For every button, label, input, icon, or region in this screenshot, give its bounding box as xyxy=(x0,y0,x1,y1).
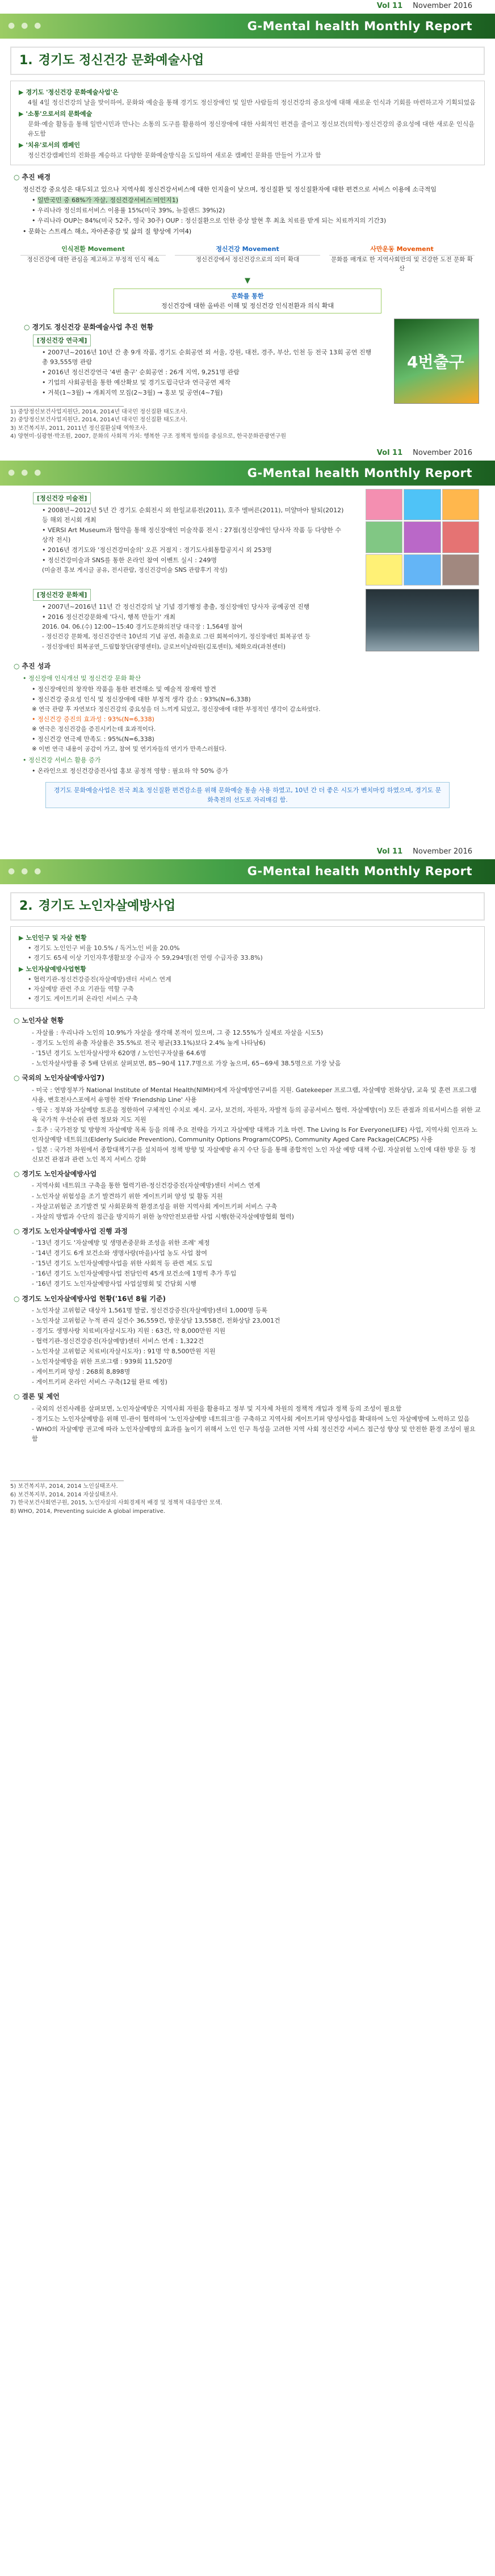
bullet: • 정신건강 중요성 인식 및 정신장애에 대한 부정적 생각 감소 : 93%(N=6,338) xyxy=(32,695,251,703)
bullet: • 정신장애인의 창작한 작품을 통한 편견해소 및 예술적 잠재력 발견 xyxy=(32,685,216,693)
summary-text: • 경기도 65세 이상 기인자후생활보장 수급자 수 59,294명(전 연령 수급자중 33.8%) xyxy=(28,954,263,961)
artwork-tile xyxy=(366,489,402,520)
conclusion-box: 경기도 문화예술사업은 전국 최초 정신질환 편견감소를 위해 문화예술 통솔 사용 하였고, 10년 간 더 좋은 시도가 벤치마킹 하였으며, 경기도 문화축전의 선도로 자리매김 함. xyxy=(45,782,450,808)
tag-label: [정신건강 미술전] xyxy=(33,492,91,504)
summary-heading xyxy=(19,933,476,943)
triangle-icon: ▶ xyxy=(19,110,24,118)
movement-item xyxy=(20,244,166,273)
bullet-text: 노인자살 고위험군 치료비(자살시도자) : 91명 약 8,500만원 지원 xyxy=(36,1348,216,1356)
bullet-text: 기업의 사회공헌을 통한 예산확보 및 경기도립극단과 연극공연 제작 xyxy=(48,378,231,386)
festival-row xyxy=(10,586,485,654)
summary-item: 경기도 노인인구 비율 10.5% / 독거노인 비율 20.0% xyxy=(33,944,180,952)
artwork-tile xyxy=(404,554,441,586)
summary-label: '소통'으로서의 문화예술 xyxy=(26,110,93,118)
label-line xyxy=(24,492,346,504)
bullet: - 노인자살 고위험군 대상자 1,561명 발굴, 정신건강증진(자살예방)센터 1,000명 등록 xyxy=(32,1307,268,1315)
movement-item xyxy=(175,244,320,273)
footnote: 6) 보건복지부, 2014, 2014 자살실태조사. xyxy=(10,1491,118,1498)
bullet-text: WHO의 자살예방 권고에 따라 노인자살예방의 효과를 높이기 위해서 노인 인구 특성을 고려한 지역 사회 정신건강 서비스 접근성 향상 및 안전한 환경 조성이 필요함 xyxy=(32,1425,476,1443)
bullet: • 2007년~2016년 10년 간 총 9개 작품, 경기도 순회공연 외 서울, 강원, 대전, 경주, 부산, 인천 등 전국 13회 공연 진행 총 93,555명 관람 xyxy=(42,348,372,366)
bullet: • 정신건강 증진의 효과성 : 93%(N=6,338) xyxy=(32,715,154,723)
bullet: - 일본 : 국가전 차원에서 종합대책기구를 설치하여 정책 방향 및 자살예방 유지 수단 등을 통해 종합적인 노인 자살 예방 대책 수립. 자살위험 노인에 대한 방문 등 정신보건 관점과 관련 노인 복지 서비스 강화 xyxy=(32,1145,476,1163)
bullet-text: 게이트키퍼 온라인 서비스 구축(12월 완료 예정) xyxy=(36,1378,167,1386)
bullet: - WHO의 자살예방 권고에 따라 노인자살예방의 효과를 높이기 위해서 노인 인구 특성을 고려한 지역 사회 정신건강 서비스 접근성 향상 및 안전한 환경 조성이 필요함 xyxy=(32,1425,476,1443)
volume: Vol 11 xyxy=(376,847,403,856)
section-number: 2. xyxy=(19,898,33,913)
elderly-suicide-status xyxy=(10,1009,485,1446)
subheading xyxy=(24,322,375,333)
movement-diagram xyxy=(20,244,475,273)
movement-title: 인식전환 Movement xyxy=(20,244,166,256)
subheading-text: 결론 및 제언 xyxy=(22,1392,60,1401)
summary-item: 경기도 65세 이상 기인자후생활보장 수급자 수 59,294명(전 연령 수급자중 33.8%) xyxy=(33,954,263,961)
volume: Vol 11 xyxy=(376,448,403,457)
bullet-text: 거북(1~3월) → 개최지역 모집(2~3월) → 홍보 및 공연(4~7월) xyxy=(48,388,223,396)
bullet-note: (미술전 홍보 게시글 공유, 전시관람, 정신건강미술 SNS 관람후기 작성) xyxy=(42,567,228,574)
bullet-text: 지역사회 네트워크 구축을 통한 협력기관-정신건강증진(자살예방)센터 서비스 연계 xyxy=(36,1182,261,1190)
summary-item: 협력기관-정신건강증진(자살예방)센터 서비스 연계 xyxy=(33,976,171,983)
subheading-text: 경기도 노인자살예방사업 진행 과정 xyxy=(22,1227,128,1235)
label-line xyxy=(24,334,375,346)
subheading-text: 경기도 노인자살예방사업 xyxy=(22,1169,97,1178)
festival-section xyxy=(20,586,350,654)
bullet-text: VERSI Art Museum과 협약을 통해 정신장애인 미술작품 전시 : 27점(정신장애인 당사자 작품 등 다양한 수상작 전시) xyxy=(42,526,341,544)
summary-heading xyxy=(19,109,476,119)
movement-item xyxy=(329,244,475,273)
bullet: • 2016 정신건강문화제 '다시, 행복 만들기' 개최 xyxy=(42,613,176,621)
circle-icon: ○ xyxy=(14,1392,20,1401)
bullet: • 2016년 정신건강연극 '4번 출구' 순회공연 : 26개 지역, 9,251명 관람 xyxy=(42,368,240,376)
bullet-text: '13년 경기도 '자살예방 및 생명존중문화 조성을 위한 조례' 제정 xyxy=(36,1239,210,1247)
issue-line xyxy=(0,846,495,859)
bullet-text: '16년 경기도 노인자살예방사업 전담인력 45개 보건소에 1명씩 추가 투입 xyxy=(36,1270,237,1278)
summary-label: '치유'로서의 캠페인 xyxy=(26,141,81,149)
summary-heading xyxy=(19,964,476,974)
triangle-icon: ▶ xyxy=(19,89,24,97)
bullet: - 경기도 노인의 유출 자살률은 35.5%로 전국 평균(33.1%)보다 2.4% 높게 나타남6) xyxy=(32,1039,266,1047)
issue-line xyxy=(0,447,495,461)
summary-text: • 자살예방 관련 주요 기관들 역할 구축 xyxy=(28,985,134,993)
footnote: 1) 중앙정신보건사업지원단, 2014, 2014년 대국민 정신질환 태도조사. xyxy=(10,408,187,415)
bullet-text: '16년 경기도 노인자살예방사업 사업설명회 및 간담회 시행 xyxy=(36,1280,196,1288)
bullet: • 기업의 사회공헌을 통한 예산확보 및 경기도립극단과 연극공연 제작 xyxy=(42,378,231,386)
bullet-text: 게이트키퍼 양성 : 268회 8,898명 xyxy=(36,1368,131,1376)
festival-photo xyxy=(366,589,479,651)
art-gallery-image xyxy=(366,489,479,586)
bullet-text: 정신건강 문화제, 정신건강연극 10년의 기념 공연, 취출호로 그린 회복이야기, 정신장애인 회복공연 등 xyxy=(46,633,311,641)
section-title-text: 경기도 정신건강 문화예술사업 xyxy=(38,53,204,68)
summary-text: • 경기도 게이트키퍼 온라인 서비스 구축 xyxy=(28,995,139,1003)
bullet-text: 2008년~2012년 5년 간 경기도 순회전시 외 한일교류전(2011), 호주 멜버른(2011), 미얄마아 탈퇴(2012) 등 해외 전시회 개최 xyxy=(42,507,344,524)
bullet-text: 정신건강 연극제 만족도 : 95%(N=6,338) xyxy=(37,735,154,743)
movement-title: 사만운동 Movement xyxy=(329,244,475,256)
circle-icon: ○ xyxy=(24,323,30,331)
subheading-text: 추진 성과 xyxy=(22,662,51,670)
bullet: • 거북(1~3월) → 개최지역 모집(2~3월) → 홍보 및 공연(4~7월) xyxy=(42,388,223,396)
bullet-text: 온라인으로 정신건강증진사업 홍보 공정적 영향 : 필요하 약 50% 증가 xyxy=(37,767,228,775)
section-number: 1. xyxy=(19,53,33,68)
label-line xyxy=(24,589,346,601)
bullet-text: 정신건강 증진의 효과성 : 93%(N=6,338) xyxy=(37,715,154,723)
bullet: • 2008년~2012년 5년 간 경기도 순회전시 외 한일교류전(2011), 호주 멜버른(2011), 미얄마아 탈퇴(2012) 등 해외 전시회 개최 xyxy=(42,507,344,524)
issue-date: November 2016 xyxy=(413,448,472,457)
bullet-text: 정신건강미술과 SNS를 통한 온라인 참여 이벤트 실시 : 249명 xyxy=(48,557,217,564)
bullet: - 노인자살 고위험군 치료비(자살시도자) : 91명 약 8,500만원 지원 xyxy=(32,1348,216,1356)
circle-icon: ○ xyxy=(14,1227,20,1235)
banner-title: G-Mental health Monthly Report xyxy=(247,19,472,33)
subheading xyxy=(14,661,481,672)
bullet-text: 노인자살 고위험군 대상자 1,561명 발굴, 정신건강증진(자살예방)센터 1,000명 등록 xyxy=(36,1307,268,1315)
bullet: - 노인자살예방을 위한 프로그램 : 939회 11,520명 xyxy=(32,1358,173,1366)
bullet: - 게이트키퍼 양성 : 268회 8,898명 xyxy=(32,1368,131,1376)
subheading xyxy=(14,1015,481,1026)
bullet-text: 경기도 노인의 유출 자살률은 35.5%로 전국 평균(33.1%)보다 2.4% 높게 나타남6) xyxy=(36,1039,266,1047)
bullet-text: '15년 경기도 노인자살사망자 620명 / 노인인구자살률 64.6명 xyxy=(36,1049,207,1057)
footnote: 8) WHO, 2014, Preventing suicide A global imperative. xyxy=(10,1508,165,1515)
subheading-text: 노인자살 현황 xyxy=(22,1017,64,1025)
bullet: • 우리나라 OUP는 84%(미국 52주, 영국 30주) OUP : 정신질환으로 인한 증상 발현 후 최초 치료를 받게 되는 치료까지의 기간3) xyxy=(32,217,387,225)
bullet: - 노인자살사망률 중 5배 단위로 살펴보면, 85~90세 117.7명으로 가장 높으며, 65~69세 38.5명으로 가장 낮음 xyxy=(32,1059,341,1067)
bullet: • VERSI Art Museum과 협약을 통해 정신장애인 미술작품 전시 : 27점(정신장애인 당사자 작품 등 다양한 수상작 전시) xyxy=(42,526,341,544)
banner-dots-icon: ● ● ● xyxy=(8,21,43,31)
bullet-text: 협력기관-정신건강증진(자살예방)센터 서비스 연계 : 1,322건 xyxy=(36,1337,204,1345)
bullet: - 미국 : 연방정부가 National Institute of Mental Health(NIMH)에게 자살예방연구비를 지원. Gatekeeper 프로그램, 자살예방 전화상담, 교육 및 훈련 프로그램 사용, 변호전사스포에서 유명한 전략 'Friendship Line' 사용 xyxy=(32,1086,477,1103)
report-banner xyxy=(0,461,495,486)
bullet-text: 2016년 경기도와 '정신건강미술의' 오픈 거점지 : 경기도사회통합공지시 외 253명 xyxy=(48,546,272,554)
play-poster-image xyxy=(394,319,479,404)
report-banner xyxy=(0,14,495,39)
bullet-text: 2007년~2016년 10년 간 총 9개 작품, 경기도 순회공연 외 서울, 강원, 대전, 경주, 부산, 인천 등 전국 13회 공연 진행 총 93,555명 관람 xyxy=(42,348,372,366)
paragraph-text: 문화는 스트레스 해소, 자아존중감 및 삶의 질 향상에 기여4) xyxy=(28,228,192,236)
background-section xyxy=(10,165,485,240)
artwork-tile xyxy=(442,521,479,553)
bullet: - 협력기관-정신건강증진(자살예방)센터 서비스 연계 : 1,322건 xyxy=(32,1337,204,1345)
bullet: - 노인자살 위험성을 조기 발견하기 위한 게이트키퍼 양성 및 활동 지원 xyxy=(32,1192,223,1200)
section-1-title xyxy=(10,47,485,75)
bullet: - 정신건강 문화제, 정신건강연극 10년의 기념 공연, 취출호로 그린 회복이야기, 정신장애인 회복공연 등 xyxy=(42,633,311,641)
circle-icon: ○ xyxy=(14,1294,20,1303)
bullet: - '15년 경기도 노인자살사망자 620명 / 노인인구자살률 64.6명 xyxy=(32,1049,207,1057)
subheading xyxy=(14,1294,481,1304)
summary-label: 노인인구 및 자살 현황 xyxy=(26,934,87,942)
bullet-text: 호주 : 국가전장 및 방향적 자살예방 목록 등을 의해 주요 전략을 가지고 자살예방 대책과 기초 마련. The Living Is For Everyone(LIFE) 사업, 지역사회 인프라 노인자살예방 네트워크(Elderly Suicide Prevention), Community Options Program(COPS), Community Aged Care Package(CACPS) 사용 xyxy=(32,1126,478,1143)
tag-label: [정신건강 연극제] xyxy=(33,334,91,346)
movement-title: 정신건강 Movement xyxy=(175,244,320,256)
bullet-text: 2016 정신건강문화제 '다시, 행복 만들기' 개최 xyxy=(48,613,176,621)
bullet: - 자살의 방법과 수단의 접근을 방지하기 위한 농약안전보관함 사업 시행(한국자살예방협회 협력) xyxy=(32,1212,294,1220)
bullet: - '15년 경기도 노인자살예방사업을 위한 사회적 등 관련 제도 도입 xyxy=(32,1260,213,1268)
subheading xyxy=(14,172,481,183)
footnotes-1 xyxy=(10,406,485,441)
bullet-text: 우리나라 OUP는 84%(미국 52주, 영국 30주) OUP : 정신질환으로 인한 증상 발현 후 최초 치료를 받게 되는 치료까지의 기간3) xyxy=(37,217,387,225)
bullet: • 온라인으로 정신건강증진사업 홍보 공정적 영향 : 필요하 약 50% 증가 xyxy=(32,767,228,775)
footnote: 2) 중앙정신보건사업지원단, 2014, 2014년 대국민 정신질환 태도조사. xyxy=(10,417,187,424)
footnotes-2 xyxy=(10,1481,485,1516)
poster-title: 4번출구 xyxy=(407,352,464,371)
bullet: - 경기도 생명사랑 치료비(자살시도자) 지원 : 63건, 약 8,000만원 지원 xyxy=(32,1327,226,1335)
summary-text: • 경기도 노인인구 비율 10.5% / 독거노인 비율 20.0% xyxy=(28,944,180,952)
banner-title: G-Mental health Monthly Report xyxy=(247,466,472,480)
bullet: - 정신장애인 회복공연_드림합창단(광명센터), 글로브이날라원(김포센터), 체화오라(과천센터) xyxy=(42,643,286,650)
history-row xyxy=(10,315,485,404)
movement-desc: 문화를 매개로 한 지역사회만의 및 건강한 도전 문화 확산 xyxy=(331,256,473,272)
artwork-tile xyxy=(366,521,402,553)
bullet: • 정신건강 연극제 만족도 : 95%(N=6,338) xyxy=(32,735,154,743)
bullet: - 자살고위험군 조기발견 및 사회문화적 환경조성을 위한 지역사회 게이트키퍼 서비스 구축 xyxy=(32,1202,278,1210)
summary-box xyxy=(10,81,485,165)
circle-icon: ○ xyxy=(14,1169,20,1178)
circle-icon: ○ xyxy=(14,173,20,182)
results-section xyxy=(10,654,485,779)
down-arrow-icon: ▼ xyxy=(245,276,250,285)
bullet: - '16년 경기도 노인자살예방사업 전담인력 45개 보건소에 1명씩 추가 투입 xyxy=(32,1270,237,1278)
bullet: - 영국 : 정부와 자살예방 토론을 정한하여 구체적인 수치로 제시. 교사, 보건의, 자원자, 자발적 등의 공공서비스 협력. 자살예방(이) 모든 관점과 의료서비스를 위한 교육 국가적 우선순위 관련 정보와 지도 지원 xyxy=(32,1106,481,1123)
history-section xyxy=(20,315,378,404)
footnote: 5) 보건복지부, 2014, 2014 노인실태조사. xyxy=(10,1483,118,1490)
bullet-text: 정신건강 중요성 인식 및 정신장애에 대한 부정적 생각 감소 : 93%(N=6,338) xyxy=(37,695,251,703)
subheading-text: 국외의 노인자살예방사업7) xyxy=(22,1073,105,1082)
bullet-text: 경기도는 노인자살예방을 위해 민-관이 협력하여 '노인자살예방 네트워크'를 구축하고 지역사회 게이트키퍼 양성사업을 확대하여 노인 자살예방에 노력하고 있음 xyxy=(36,1415,470,1423)
artwork-tile xyxy=(404,489,441,520)
bullet-text: '15년 경기도 노인자살예방사업을 위한 사회적 등 관련 제도 도입 xyxy=(36,1260,213,1268)
bullet-text: 영국 : 정부와 자살예방 토론을 정한하여 구체적인 수치로 제시. 교사, 보건의, 자원자, 자발적 등의 공공서비스 협력. 자살예방(이) 모든 관점과 의료서비스를 위한 교육 국가적 우선순위 관련 정보와 지도 지원 xyxy=(32,1106,481,1123)
summary-item: 경기도 게이트키퍼 온라인 서비스 구축 xyxy=(33,995,139,1003)
bullet: - 경기도는 노인자살예방을 위해 민-관이 협력하여 '노인자살예방 네트워크'를 구축하고 지역사회 게이트키퍼 양성사업을 확대하여 노인 자살예방에 노력하고 있음 xyxy=(32,1415,470,1423)
bullet: - 국외의 선진사례를 살펴보면, 노인자살예방은 지역사회 자원을 활용하고 정부 및 지자체 차원의 정책적 개입과 정책 등의 조성이 필요함 xyxy=(32,1405,402,1413)
summary-item: 자살예방 관련 주요 기관들 역할 구축 xyxy=(33,985,134,993)
bullet: • 2016년 경기도와 '정신건강미술의' 오픈 거점지 : 경기도사회통합공지시 외 253명 xyxy=(42,546,272,554)
art-section xyxy=(20,486,350,586)
issue-line xyxy=(0,0,495,14)
bullet-text: 일본 : 국가전 차원에서 종합대책기구를 설치하여 정책 방향 및 자살예방 유지 수단 등을 통해 종합적인 노인 자살 예방 대책 수립. 자살위험 노인에 대한 방문 등 정신보건 관점과 관련 노인 복지 서비스 강화 xyxy=(32,1145,476,1163)
volume: Vol 11 xyxy=(376,1,403,10)
summary-text: 문화·예술 활동을 통해 일반시민과 만나는 소통의 도구를 활용하여 정신장애에 대한 사회적인 편견을 줄이고 정신보건(의학)·정신건강의 중요성에 대한 새로운 인식을 유도함 xyxy=(28,120,475,138)
bullet: • 우리나라 정신의료서비스 이용률 15%(미국 39%, 뉴질랜드 39%)2) xyxy=(32,207,225,215)
bullet: - 자살률 : 우리나라 노인의 10.9%가 자살을 생각해 본적이 있으며, 그 중 12.55%가 실제로 자살을 시도5) xyxy=(32,1028,324,1036)
triangle-icon: ▶ xyxy=(19,141,24,149)
bullet-text: 자살고위험군 조기발견 및 사회문화적 환경조성을 위한 지역사회 게이트키퍼 서비스 구축 xyxy=(36,1202,278,1210)
banner-dots-icon: ● ● ● xyxy=(8,468,43,478)
bullet: • 정신건강미술과 SNS를 통한 온라인 참여 이벤트 실시 : 249명 xyxy=(42,557,217,564)
summary-heading xyxy=(19,140,476,150)
goal-title: 문화를 통한 xyxy=(231,292,264,300)
subheading xyxy=(14,1073,481,1084)
bullet-text: 2016년 정신건강연극 '4번 출구' 순회공연 : 26개 지역, 9,251명 관람 xyxy=(48,368,240,376)
bullet: - 노인자살 고위험군 누적 관리 실건수 36,559건, 방문상담 13,558건, 전화상담 23,001건 xyxy=(32,1317,280,1325)
bullet-text: 2007년~2016년 11년 간 정신건강의 날 기념 경기행정 총출, 정신장애인 당사자 공예공연 진행 xyxy=(48,603,310,611)
artwork-tile xyxy=(442,489,479,520)
artwork-tile xyxy=(404,521,441,553)
art-row xyxy=(10,486,485,586)
issue-date: November 2016 xyxy=(413,1,472,10)
bullet-text: 노인자살 위험성을 조기 발견하기 위한 게이트키퍼 양성 및 활동 지원 xyxy=(36,1192,223,1200)
triangle-icon: ▶ xyxy=(19,934,24,942)
subheading xyxy=(14,1226,481,1237)
result-text: 정신건강 서비스 활용 증가 xyxy=(28,756,101,764)
summary-label: 경기도 '정신건강 문화예술사업'은 xyxy=(26,89,119,97)
bullet: - '13년 경기도 '자살예방 및 생명존중문화 조성을 위한 조례' 제정 xyxy=(32,1239,210,1247)
summary-text: 4월 4일 정신건강의 날을 맞이하여, 문화와 예술을 통해 경기도 정신장애인 및 일반 사람들의 정신건강의 중요성에 대해 새로운 인식과 기회를 마련하고자 기획되었음 xyxy=(28,99,476,107)
subheading xyxy=(14,1169,481,1180)
bullet-text: 일반국민 중 68%가 자살, 정신건강서비스 미인지1) xyxy=(37,196,178,204)
bullet: • 일반국민 중 68%가 자살, 정신건강서비스 미인지1) xyxy=(32,196,178,204)
footnote: 4) 양현미·심광현·박조원, 2007, 문화의 사회적 가치: 행복한 구조 정책적 함의를 중심으로, 한국문화관광연구원 xyxy=(10,433,287,440)
subheading xyxy=(14,1391,481,1402)
bullet-text: 정신장애인 회복공연_드림합창단(광명센터), 글로브이날라원(김포센터), 체화오라(과천센터) xyxy=(46,643,286,650)
banner-title: G-Mental health Monthly Report xyxy=(247,864,472,879)
bullet-text: 미국 : 연방정부가 National Institute of Mental Health(NIMH)에게 자살예방연구비를 지원. Gatekeeper 프로그램, 자살예방 전화상담, 교육 및 훈련 프로그램 사용, 변호전사스포에서 유명한 전략 'Friendship Line' 사용 xyxy=(32,1086,477,1103)
issue-date: November 2016 xyxy=(413,847,472,856)
bullet-note: 2016. 04. 06.(수) 12:00~15:40 경기도문화의전당 대극장 : 1,564명 참여 xyxy=(42,624,243,631)
movement-desc: 정신건강에서 정신건강으로의 의미 확대 xyxy=(195,256,300,264)
paragraph: • 문화는 스트레스 해소, 자아존중감 및 삶의 질 향상에 기여4) xyxy=(23,228,192,236)
summary-label: 노인자살예방사업현황 xyxy=(26,965,86,973)
subheading-text: 추진 배경 xyxy=(22,173,51,182)
subheading-text: 경기도 정신건강 문화예술사업 추진 현황 xyxy=(32,323,154,331)
bullet: - 게이트키퍼 온라인 서비스 구축(12월 완료 예정) xyxy=(32,1378,167,1386)
bullet-text: 우리나라 정신의료서비스 이용률 15%(미국 39%, 뉴질랜드 39%)2) xyxy=(37,207,225,215)
subheading-text: 경기도 노인자살예방사업 현황('16년 8월 기준) xyxy=(22,1294,166,1303)
tag-label: [정신건강 문화제] xyxy=(33,589,91,601)
circle-icon: ○ xyxy=(14,1073,20,1082)
bullet-text: '14년 경기도 6개 보건소와 생명사랑(마을)사업 농도 사업 참여 xyxy=(36,1249,207,1257)
goal-text: 정신건강에 대한 올바른 이해 및 정신건강 인식전환과 의식 확대 xyxy=(161,302,334,310)
bullet-note: ※ 연극은 정신건강을 증진시키는데 효과적이다. xyxy=(32,725,156,733)
bullet-text: 경기도 생명사랑 치료비(자살시도자) 지원 : 63건, 약 8,000만원 지원 xyxy=(36,1327,226,1335)
summary-text: • 협력기관-정신건강증진(자살예방)센터 서비스 연계 xyxy=(28,976,171,983)
circle-icon: ○ xyxy=(14,662,20,670)
bullet: • 2007년~2016년 11년 간 정신건강의 날 기념 경기행정 총출, 정신장애인 당사자 공예공연 진행 xyxy=(42,603,310,611)
movement-desc: 정신건강에 대한 관심을 제고하고 부정적 인식 해소 xyxy=(27,256,160,264)
bullet: - '16년 경기도 노인자살예방사업 사업설명회 및 간담회 시행 xyxy=(32,1280,196,1288)
bullet-note: ※ 이번 연극 내용이 공감이 가고, 참여 및 연기자들의 연기가 만족스러웠다. xyxy=(32,746,226,753)
bullet-text: 자살률 : 우리나라 노인의 10.9%가 자살을 생각해 본적이 있으며, 그 중 12.55%가 실제로 자살을 시도5) xyxy=(36,1028,324,1036)
goal-box xyxy=(114,288,381,313)
report-banner xyxy=(0,859,495,884)
result-heading: • 정신건강 서비스 활용 증가 xyxy=(23,756,101,764)
bullet-text: 자살의 방법과 수단의 접근을 방지하기 위한 농약안전보관함 사업 시행(한국자살예방협회 협력) xyxy=(36,1212,294,1220)
section-2-title xyxy=(10,892,485,921)
bullet-text: 노인자살예방을 위한 프로그램 : 939회 11,520명 xyxy=(36,1358,173,1366)
result-heading: • 정신장애 인식개선 및 정신건강 문화 확산 xyxy=(23,674,141,682)
paragraph: 정신건강 중요성은 대두되고 있으나 지역사회 정신건강서비스에 대한 인지율이 낮으며, 정신질환 및 정신질환자에 대한 편견으로 서비스 이용에 소극적임 xyxy=(23,186,437,194)
bullet: - '14년 경기도 6개 보건소와 생명사랑(마을)사업 농도 사업 참여 xyxy=(32,1249,207,1257)
bullet-text: 노인자살사망률 중 5배 단위로 살펴보면, 85~90세 117.7명으로 가장 높으며, 65~69세 38.5명으로 가장 낮음 xyxy=(36,1059,341,1067)
artwork-tile xyxy=(366,554,402,586)
bullet-text: 정신장애인의 창작한 작품을 통한 편견해소 및 예술적 잠재력 발견 xyxy=(37,685,216,693)
summary-text: 정신건강캠페인의 진화를 계승하고 다양한 문화예술방식을 도입하여 새로운 캠페인 문화를 만들어 가고자 함 xyxy=(28,152,321,160)
circle-icon: ○ xyxy=(14,1017,20,1025)
bullet-note: ※ 연극 관람 후 자연보다 정신건강의 중요성을 더 느끼게 되었고, 정신장애에 대한 부정적인 생각이 감소하였다. xyxy=(32,705,321,713)
footnote: 3) 보건복지부, 2011, 2011년 정신질환실태 역학조사. xyxy=(10,425,148,432)
bullet-text: 국외의 선진사례를 살펴보면, 노인자살예방은 지역사회 자원을 활용하고 정부 및 지자체 차원의 정책적 개입과 정책 등의 조성이 필요함 xyxy=(36,1405,402,1413)
bullet: - 지역사회 네트워크 구축을 통한 협력기관-정신건강증진(자살예방)센터 서비스 연계 xyxy=(32,1182,261,1190)
artwork-tile xyxy=(442,554,479,586)
section-title-text: 경기도 노인자살예방사업 xyxy=(38,898,176,913)
bullet: - 호주 : 국가전장 및 방향적 자살예방 목록 등을 의해 주요 전략을 가지고 자살예방 대책과 기초 마련. The Living Is For Everyone(LIFE) 사업, 지역사회 인프라 노인자살예방 네트워크(Elderly Suicide Prevention), Community Options Program(COPS), Community Aged Care Package(CACPS) 사용 xyxy=(32,1126,478,1143)
footnote: 7) 한국보건사회연구원, 2015, 노인자살의 사회경제적 배경 및 정책적 대응방안 모색. xyxy=(10,1500,223,1507)
triangle-icon: ▶ xyxy=(19,965,24,973)
summary-box xyxy=(10,926,485,1009)
summary-heading xyxy=(19,87,476,97)
result-text: 정신장애 인식개선 및 정신건강 문화 확산 xyxy=(28,674,141,682)
bullet-text: 노인자살 고위험군 누적 관리 실건수 36,559건, 방문상담 13,558건, 전화상담 23,001건 xyxy=(36,1317,280,1325)
banner-dots-icon: ● ● ● xyxy=(8,866,43,876)
